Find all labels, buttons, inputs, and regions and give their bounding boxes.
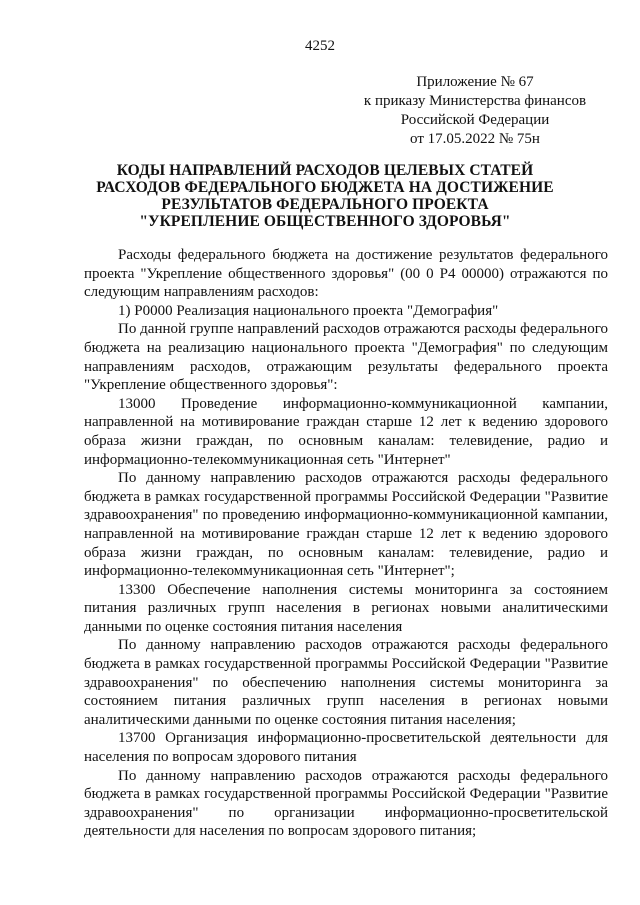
title-line: КОДЫ НАПРАВЛЕНИЙ РАСХОДОВ ЦЕЛЕВЫХ СТАТЕЙ [116, 162, 534, 179]
appendix-block [340, 73, 610, 149]
expense-code-13000: 13000 Проведение информационно-коммуникационной кампании, направленной на мотивирование граждан старше 12 лет к ведению здорового образа жизни граждан, по основным каналам: телевидение, радио и информационно-телекоммуникационная сеть "Интернет" [84, 395, 608, 468]
expense-description-13700: По данному направлению расходов отражаются расходы федерального бюджета в рамках государственной программы Российской Федерации "Развитие здравоохранения" по организации информационно-просветительской деятельности для населения по вопросам здорового питания; [84, 767, 608, 840]
expense-description-13300: По данному направлению расходов отражаются расходы федерального бюджета в рамках государственной программы Российской Федерации "Развитие здравоохранения" по обеспечению наполнения системы мониторинга за состоянием питания различных групп населения в регионах новыми аналитическими данными по оценке состояния питания населения; [84, 637, 608, 728]
page-number: 4252 [305, 38, 335, 54]
document-title [70, 162, 580, 230]
appendix-number: Приложение № 67 [416, 74, 534, 90]
expense-code-13700: 13700 Организация информационно-просветительской деятельности для населения по вопросам здорового питания [84, 730, 608, 766]
appendix-ministry: Российской Федерации [400, 112, 550, 128]
expense-description-13000: По данному направлению расходов отражаются расходы федерального бюджета в рамках государственной программы Российской Федерации "Развитие здравоохранения" по проведению информационно-коммуникационной кампании, направленной на мотивирование граждан старше 12 лет к ведению здорового образа жизни граждан, по основным каналам: телевидение, радио и информационно-телекоммуникационная сеть "Интернет"; [84, 470, 608, 580]
section-description: По данной группе направлений расходов отражаются расходы федерального бюджета на реализацию национального проекта "Демография" по следующим направлениям расходов, отражающим результаты федерального проекта "Укрепление общественного здоровья": [84, 321, 608, 394]
section-heading: 1) Р0000 Реализация национального проекта "Демография" [118, 302, 499, 319]
title-line: РЕЗУЛЬТАТОВ ФЕДЕРАЛЬНОГО ПРОЕКТА [161, 196, 489, 213]
intro-paragraph: Расходы федерального бюджета на достижение результатов федерального проекта "Укрепление общественного здоровья" (00 0 Р4 00000) отражаются по следующим направлениям расходов: [84, 247, 608, 301]
expense-code-13300: 13300 Обеспечение наполнения системы мониторинга за состоянием питания различных групп населения в регионах новыми аналитическими данными по оценке состояния питания населения [84, 581, 608, 635]
title-line: РАСХОДОВ ФЕДЕРАЛЬНОГО БЮДЖЕТА НА ДОСТИЖЕНИЕ [96, 179, 554, 196]
appendix-order: к приказу Министерства финансов [363, 93, 587, 109]
document-body [84, 246, 608, 841]
title-line: "УКРЕПЛЕНИЕ ОБЩЕСТВЕННОГО ЗДОРОВЬЯ" [139, 213, 511, 230]
appendix-date: от 17.05.2022 № 75н [410, 131, 540, 147]
